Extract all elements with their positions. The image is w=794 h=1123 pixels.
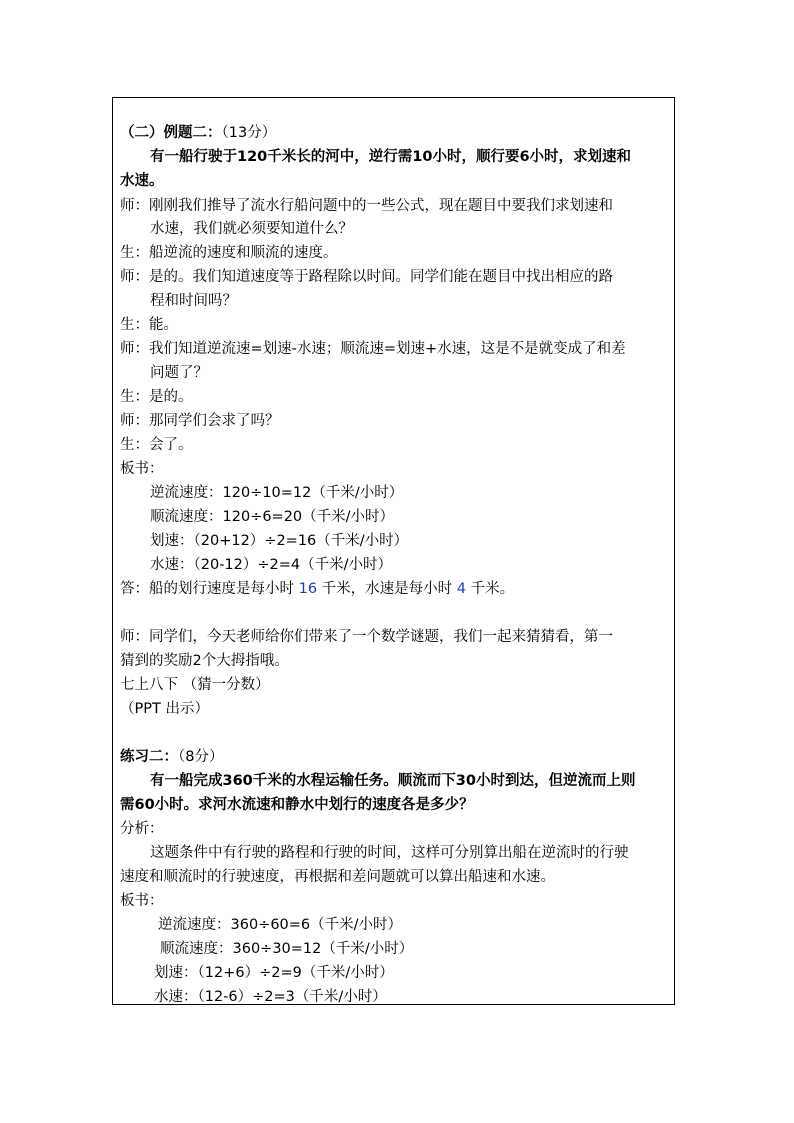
dialogue-line: 问题了？: [150, 365, 208, 381]
dialogue-line: 生：是的。: [120, 389, 193, 405]
riddle-text: 七上八下 （猜一分数）: [120, 677, 270, 693]
riddle-line: 猜到的奖励2个大拇指哦。: [120, 653, 289, 669]
board-line: 划速：（12+6）÷2=9（千米/小时）: [154, 965, 394, 981]
dialogue-line: 师：是的。我们知道速度等于路程除以时间。同学们能在题目中找出相应的路: [120, 269, 613, 285]
board-line: 顺流速度：360÷30=12（千米/小时）: [160, 941, 414, 957]
ppt-note: （PPT 出示）: [120, 701, 209, 717]
example2-heading-title: （二）例题二：: [120, 125, 222, 141]
board-line: 水速：（20-12）÷2=4（千米/小时）: [150, 557, 393, 573]
analysis-label: 分析：: [120, 821, 164, 837]
analysis-line: 这题条件中有行驶的路程和行驶的时间，这样可分别算出船在逆流时的行驶: [150, 845, 629, 861]
riddle-line: 师：同学们，今天老师给你们带来了一个数学谜题，我们一起来猜猜看，第一: [120, 629, 613, 645]
exercise2-problem-line1: 有一船完成360千米的水程运输任务。顺流而下30小时到达，但逆流而上则: [150, 773, 636, 789]
board-line: 顺流速度：120÷6=20（千米/小时）: [150, 509, 395, 525]
board-line: 逆流速度：360÷60=6（千米/小时）: [158, 917, 403, 933]
board-label: 板书：: [120, 893, 164, 909]
exercise2-heading-title: 练习二：: [120, 749, 178, 765]
dialogue-line: 程和时间吗？: [150, 293, 237, 309]
exercise2-heading-score: （8分）: [178, 749, 224, 765]
dialogue-line: 生：能。: [120, 317, 178, 333]
answer-number: 16: [298, 581, 318, 597]
answer-text: 千米。: [470, 581, 515, 597]
dialogue-line: 师：那同学们会求了吗？: [120, 413, 280, 429]
board-line: 划速：（20+12）÷2=16（千米/小时）: [150, 533, 409, 549]
board-label: 板书：: [120, 461, 164, 477]
dialogue-line: 生：船逆流的速度和顺流的速度。: [120, 245, 338, 261]
example2-problem-line2: 水速。: [120, 173, 164, 189]
example2-heading: [120, 123, 276, 143]
answer-line: [120, 579, 514, 599]
example2-problem-line1: 有一船行驶于120千米长的河中，逆行需10小时，顺行要6小时，求划速和: [150, 149, 632, 165]
example2-heading-score: （13分）: [221, 125, 277, 141]
dialogue-line: 生：会了。: [120, 437, 193, 453]
answer-text: 答：船的划行速度是每小时: [120, 581, 294, 597]
exercise2-problem-line2: 需60小时。求河水流速和静水中划行的速度各是多少？: [120, 797, 474, 813]
dialogue-line: 师：我们知道逆流速=划速-水速；顺流速=划速+水速，这是不是就变成了和差: [120, 341, 626, 357]
answer-number: 4: [456, 581, 467, 597]
analysis-line: 速度和顺流时的行驶速度，再根据和差问题就可以算出船速和水速。: [120, 869, 555, 885]
board-line: 逆流速度：120÷10=12（千米/小时）: [150, 485, 404, 501]
dialogue-line: 水速，我们就必须要知道什么？: [150, 221, 353, 237]
exercise2-heading: [120, 747, 223, 767]
dialogue-line: 师：刚刚我们推导了流水行船问题中的一些公式，现在题目中要我们求划速和: [120, 198, 613, 214]
answer-text: 千米，水速是每小时: [321, 581, 453, 597]
board-line: 水速：（12-6）÷2=3（千米/小时）: [154, 989, 387, 1005]
